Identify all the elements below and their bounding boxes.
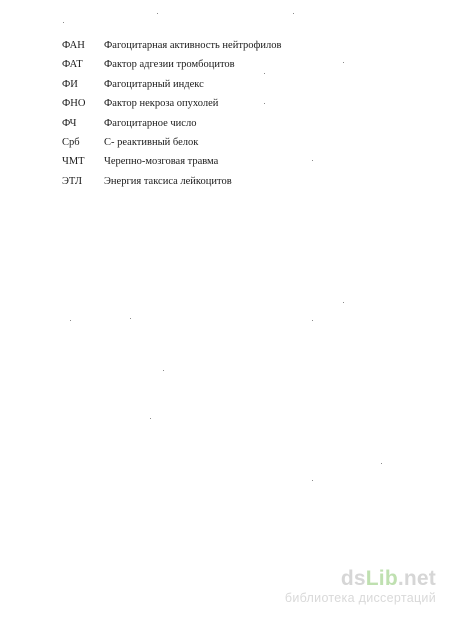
scan-speck bbox=[343, 302, 344, 303]
abbreviation-row bbox=[62, 117, 392, 136]
abbreviation-definition: Фагоцитарный индекс bbox=[104, 78, 204, 90]
scan-speck bbox=[293, 13, 294, 14]
abbreviation-row bbox=[62, 97, 392, 116]
abbreviation-definition: Энергия таксиса лейкоцитов bbox=[104, 175, 232, 187]
abbreviation-definition: Фактор адгезии тромбоцитов bbox=[104, 59, 235, 71]
scan-speck bbox=[264, 73, 265, 74]
scan-speck bbox=[312, 160, 313, 161]
scan-speck bbox=[130, 318, 131, 319]
abbreviation-definition: С- реактивный белок bbox=[104, 136, 199, 148]
abbreviation-row bbox=[62, 155, 392, 174]
abbreviation-code: ФАТ bbox=[62, 59, 83, 71]
abbreviation-definition: Фактор некроза опухолей bbox=[104, 98, 219, 110]
scan-speck bbox=[312, 320, 313, 321]
abbreviation-definition: Черепно-мозговая травма bbox=[104, 156, 219, 168]
abbreviation-row bbox=[62, 39, 392, 58]
watermark-tagline: библиотека диссертаций bbox=[284, 591, 436, 605]
scan-speck bbox=[163, 370, 164, 371]
abbreviation-definition: Фагоцитарное число bbox=[104, 117, 197, 129]
scan-speck bbox=[264, 103, 265, 104]
abbreviation-definition: Фагоцитарная активность нейтрофилов bbox=[104, 40, 282, 51]
scan-speck bbox=[157, 13, 158, 14]
scan-speck bbox=[70, 320, 71, 321]
abbreviation-code: ЧМТ bbox=[62, 156, 85, 168]
abbreviation-code: ЭТЛ bbox=[62, 175, 82, 187]
scan-speck bbox=[150, 418, 151, 419]
scan-speck bbox=[63, 22, 64, 23]
watermark-brand-net: .net bbox=[397, 567, 436, 590]
dslib-watermark bbox=[285, 568, 436, 606]
scan-speck bbox=[312, 480, 313, 481]
abbreviation-code: ФАН bbox=[62, 40, 85, 51]
abbreviation-code: Срб bbox=[62, 136, 80, 148]
abbreviation-row bbox=[62, 175, 392, 194]
abbreviation-row bbox=[62, 78, 392, 97]
scan-speck bbox=[381, 463, 382, 464]
watermark-brand-lib: Lib bbox=[365, 567, 398, 590]
abbreviation-code: ФИ bbox=[62, 78, 78, 90]
abbreviation-code: ФНО bbox=[62, 98, 86, 110]
watermark-brand-ds: ds bbox=[340, 567, 366, 590]
watermark-logo bbox=[285, 568, 436, 590]
scan-speck bbox=[343, 62, 344, 63]
abbreviation-row bbox=[62, 136, 392, 155]
abbreviation-code: ФЧ bbox=[62, 117, 77, 129]
